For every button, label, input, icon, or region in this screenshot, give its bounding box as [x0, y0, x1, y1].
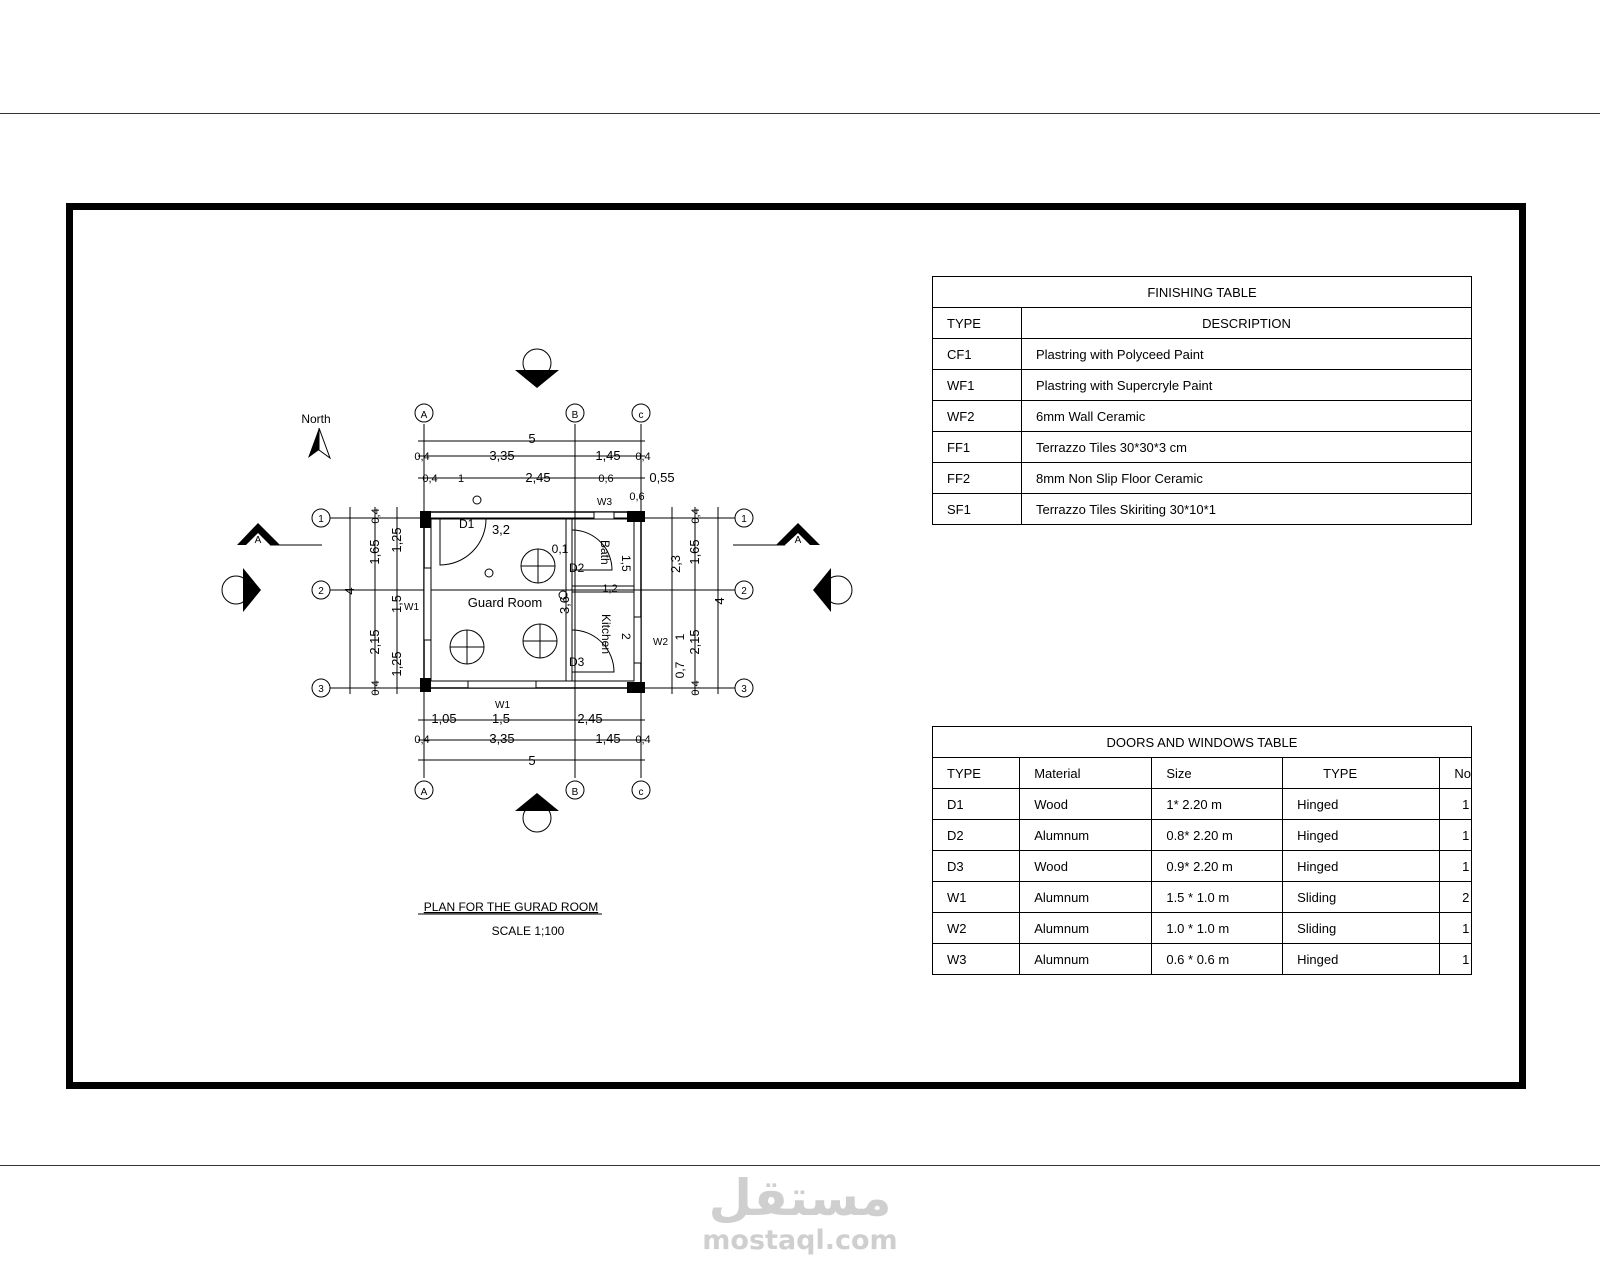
elevation-arrow-right	[813, 568, 831, 612]
window-w3	[594, 512, 614, 519]
dw-operation: Sliding	[1283, 882, 1440, 913]
table-row	[933, 494, 1472, 525]
finishing-description: Terrazzo Tiles Skiriting 30*10*1	[1022, 494, 1472, 525]
dw-material: Alumnum	[1020, 913, 1152, 944]
dw-count: 2	[1440, 882, 1472, 913]
dim-bot2-c: 1,45	[595, 731, 621, 746]
window-tag-w1-left: W1	[404, 602, 419, 613]
axis-label-a-bottom: A	[420, 787, 428, 798]
dw-count: 1	[1440, 820, 1472, 851]
dw-size: 0.6 * 0.6 m	[1152, 944, 1283, 975]
finishing-description: Plastring with Supercryle Paint	[1022, 370, 1472, 401]
door-tag-d2: D2	[569, 561, 585, 575]
dim-bot-b: 1,5	[491, 711, 511, 726]
dw-size: 1* 2.20 m	[1152, 789, 1283, 820]
north-arrow-icon	[308, 428, 319, 458]
dw-material: Wood	[1020, 789, 1152, 820]
dim-wall: 0,1	[551, 542, 569, 556]
doors-windows-table	[932, 726, 1472, 975]
table-row	[933, 851, 1472, 882]
dim-bot-total: 5	[528, 753, 536, 768]
dim-top2-c: 2,45	[525, 470, 551, 485]
dw-header-operation: TYPE	[1283, 758, 1440, 789]
plan-title: PLAN FOR THE GURAD ROOM	[423, 900, 599, 914]
dw-type: D1	[933, 789, 1020, 820]
dim-kitchen-h: 2	[619, 633, 633, 640]
dw-type: W2	[933, 913, 1020, 944]
axis-label-2-left: 2	[318, 586, 324, 597]
dim-left-f: 0,4	[370, 508, 382, 524]
axis-label-1-left: 1	[318, 514, 324, 525]
finishing-type: FF2	[933, 463, 1022, 494]
dim-top2-a: 0,4	[422, 473, 438, 485]
finishing-type: SF1	[933, 494, 1022, 525]
dw-count: 1	[1440, 789, 1472, 820]
table-row	[933, 944, 1472, 975]
room-label-guard: Guard Room	[467, 595, 543, 610]
dim-top-b: 1,45	[595, 448, 621, 463]
window-w1-left	[424, 568, 431, 640]
axis-label-2-right: 2	[741, 586, 747, 597]
dim-bath-w: 0,6	[629, 491, 645, 503]
dw-material: Alumnum	[1020, 820, 1152, 851]
dim-right-a: 1,65	[687, 539, 702, 565]
dw-count: 1	[1440, 851, 1472, 882]
watermark-arabic: مستقل	[708, 1169, 892, 1227]
dw-header-size: Size	[1152, 758, 1283, 789]
room-label-bath: Bath	[598, 540, 612, 565]
north-label: North	[301, 412, 331, 426]
dim-top-total: 5	[528, 431, 536, 446]
elevation-arrow-left	[243, 568, 261, 612]
axis-label-1-right: 1	[741, 514, 747, 525]
dw-type: D2	[933, 820, 1020, 851]
window-w2	[634, 617, 641, 663]
dim-bot2-b: 3,35	[489, 731, 515, 746]
dim-left-d: 1,5	[389, 594, 404, 614]
dw-header-material: Material	[1020, 758, 1152, 789]
finishing-type: CF1	[933, 339, 1022, 370]
dim-right-g: 0,4	[690, 680, 702, 696]
dim-left-c: 1,25	[389, 527, 404, 553]
section-label-right: A	[794, 535, 802, 546]
dim-bath-h: 1,5	[619, 555, 633, 572]
dim-top2-e: 0,55	[649, 470, 675, 485]
dim-bot-a: 1,05	[431, 711, 457, 726]
finishing-table-title: FINISHING TABLE	[933, 277, 1472, 308]
dw-size: 0.9* 2.20 m	[1152, 851, 1283, 882]
window-tag-w1-bottom: W1	[495, 700, 510, 711]
dim-left-a: 1,65	[367, 539, 382, 565]
dim-left-e: 1,25	[389, 651, 404, 677]
dw-size: 0.8* 2.20 m	[1152, 820, 1283, 851]
axis-label-b-top: B	[571, 410, 579, 421]
dw-material: Alumnum	[1020, 882, 1152, 913]
dw-operation: Hinged	[1283, 820, 1440, 851]
axis-label-3-right: 3	[741, 684, 747, 695]
table-row	[933, 820, 1472, 851]
finishing-description: 8mm Non Slip Floor Ceramic	[1022, 463, 1472, 494]
window-tag-w2: W2	[653, 637, 668, 648]
dim-left-g: 0,4	[370, 680, 382, 696]
dim-room-h: 3,6	[557, 595, 572, 615]
watermark	[0, 1170, 1600, 1256]
door-tag-d1: D1	[459, 517, 475, 531]
table-row	[933, 401, 1472, 432]
dim-left-total: 4	[342, 587, 357, 595]
dim-right-d: 1	[673, 633, 687, 641]
dw-size: 1.0 * 1.0 m	[1152, 913, 1283, 944]
table-row	[933, 913, 1472, 944]
axis-label-3-left: 3	[318, 684, 324, 695]
finishing-header-description: DESCRIPTION	[1022, 308, 1472, 339]
table-row	[933, 789, 1472, 820]
finishing-type: WF2	[933, 401, 1022, 432]
dw-material: Wood	[1020, 851, 1152, 882]
dim-top2-b: 1	[457, 473, 465, 485]
dim-top-w2: 0,4	[635, 451, 651, 463]
window-w1-bottom	[468, 681, 536, 688]
dim-left-b: 2,15	[367, 629, 382, 655]
finishing-description: Terrazzo Tiles 30*30*3 cm	[1022, 432, 1472, 463]
doors-windows-table-title: DOORS AND WINDOWS TABLE	[933, 727, 1472, 758]
dim-bot2-a: 0,4	[414, 734, 430, 746]
dim-right-total: 4	[712, 597, 727, 605]
dim-top-a: 3,35	[489, 448, 515, 463]
table-row	[933, 432, 1472, 463]
dim-bot-c: 2,45	[577, 711, 603, 726]
elevation-arrow-bottom	[515, 793, 559, 811]
section-label-left: A	[254, 535, 262, 546]
finishing-type: WF1	[933, 370, 1022, 401]
dim-top2-d: 0,6	[598, 473, 614, 485]
table-row	[933, 370, 1472, 401]
watermark-latin: mostaql.com	[702, 1225, 898, 1256]
dw-count: 1	[1440, 944, 1472, 975]
dim-bot2-d: 0,4	[635, 734, 651, 746]
finishing-type: FF1	[933, 432, 1022, 463]
dim-right-c: 2,3	[668, 554, 683, 574]
dw-size: 1.5 * 1.0 m	[1152, 882, 1283, 913]
finishing-description: 6mm Wall Ceramic	[1022, 401, 1472, 432]
dw-operation: Hinged	[1283, 789, 1440, 820]
axis-label-c-top: c	[638, 410, 644, 421]
dw-count: 1	[1440, 913, 1472, 944]
dim-right-b: 2,15	[687, 629, 702, 655]
dw-material: Alumnum	[1020, 944, 1152, 975]
dim-right-e: 0,7	[673, 661, 687, 679]
dw-header-type: TYPE	[933, 758, 1020, 789]
dim-top-w1: 0,4	[414, 451, 430, 463]
finishing-description: Plastring with Polyceed Paint	[1022, 339, 1472, 370]
dim-right-f: 0,4	[690, 508, 702, 524]
axis-label-b-bottom: B	[571, 787, 579, 798]
dw-type: W3	[933, 944, 1020, 975]
table-row	[933, 882, 1472, 913]
plan-scale: SCALE 1;100	[491, 924, 565, 938]
door-tag-d3: D3	[569, 655, 585, 669]
room-label-kitchen: Kitchen	[599, 614, 613, 655]
dim-room-w: 3,2	[491, 522, 511, 537]
dw-header-no: No	[1440, 758, 1472, 789]
window-tag-w3: W3	[597, 497, 612, 508]
finishing-header-type: TYPE	[933, 308, 1022, 339]
axis-label-a-top: A	[420, 410, 428, 421]
finishing-table	[932, 276, 1472, 525]
dw-operation: Hinged	[1283, 851, 1440, 882]
dw-type: W1	[933, 882, 1020, 913]
elevation-arrow-top	[515, 370, 559, 388]
table-row	[933, 463, 1472, 494]
dw-operation: Sliding	[1283, 913, 1440, 944]
axis-label-c-bottom: c	[638, 787, 644, 798]
dw-operation: Hinged	[1283, 944, 1440, 975]
table-row	[933, 339, 1472, 370]
dim-kitchen-w: 1,2	[602, 583, 618, 595]
dw-type: D3	[933, 851, 1020, 882]
